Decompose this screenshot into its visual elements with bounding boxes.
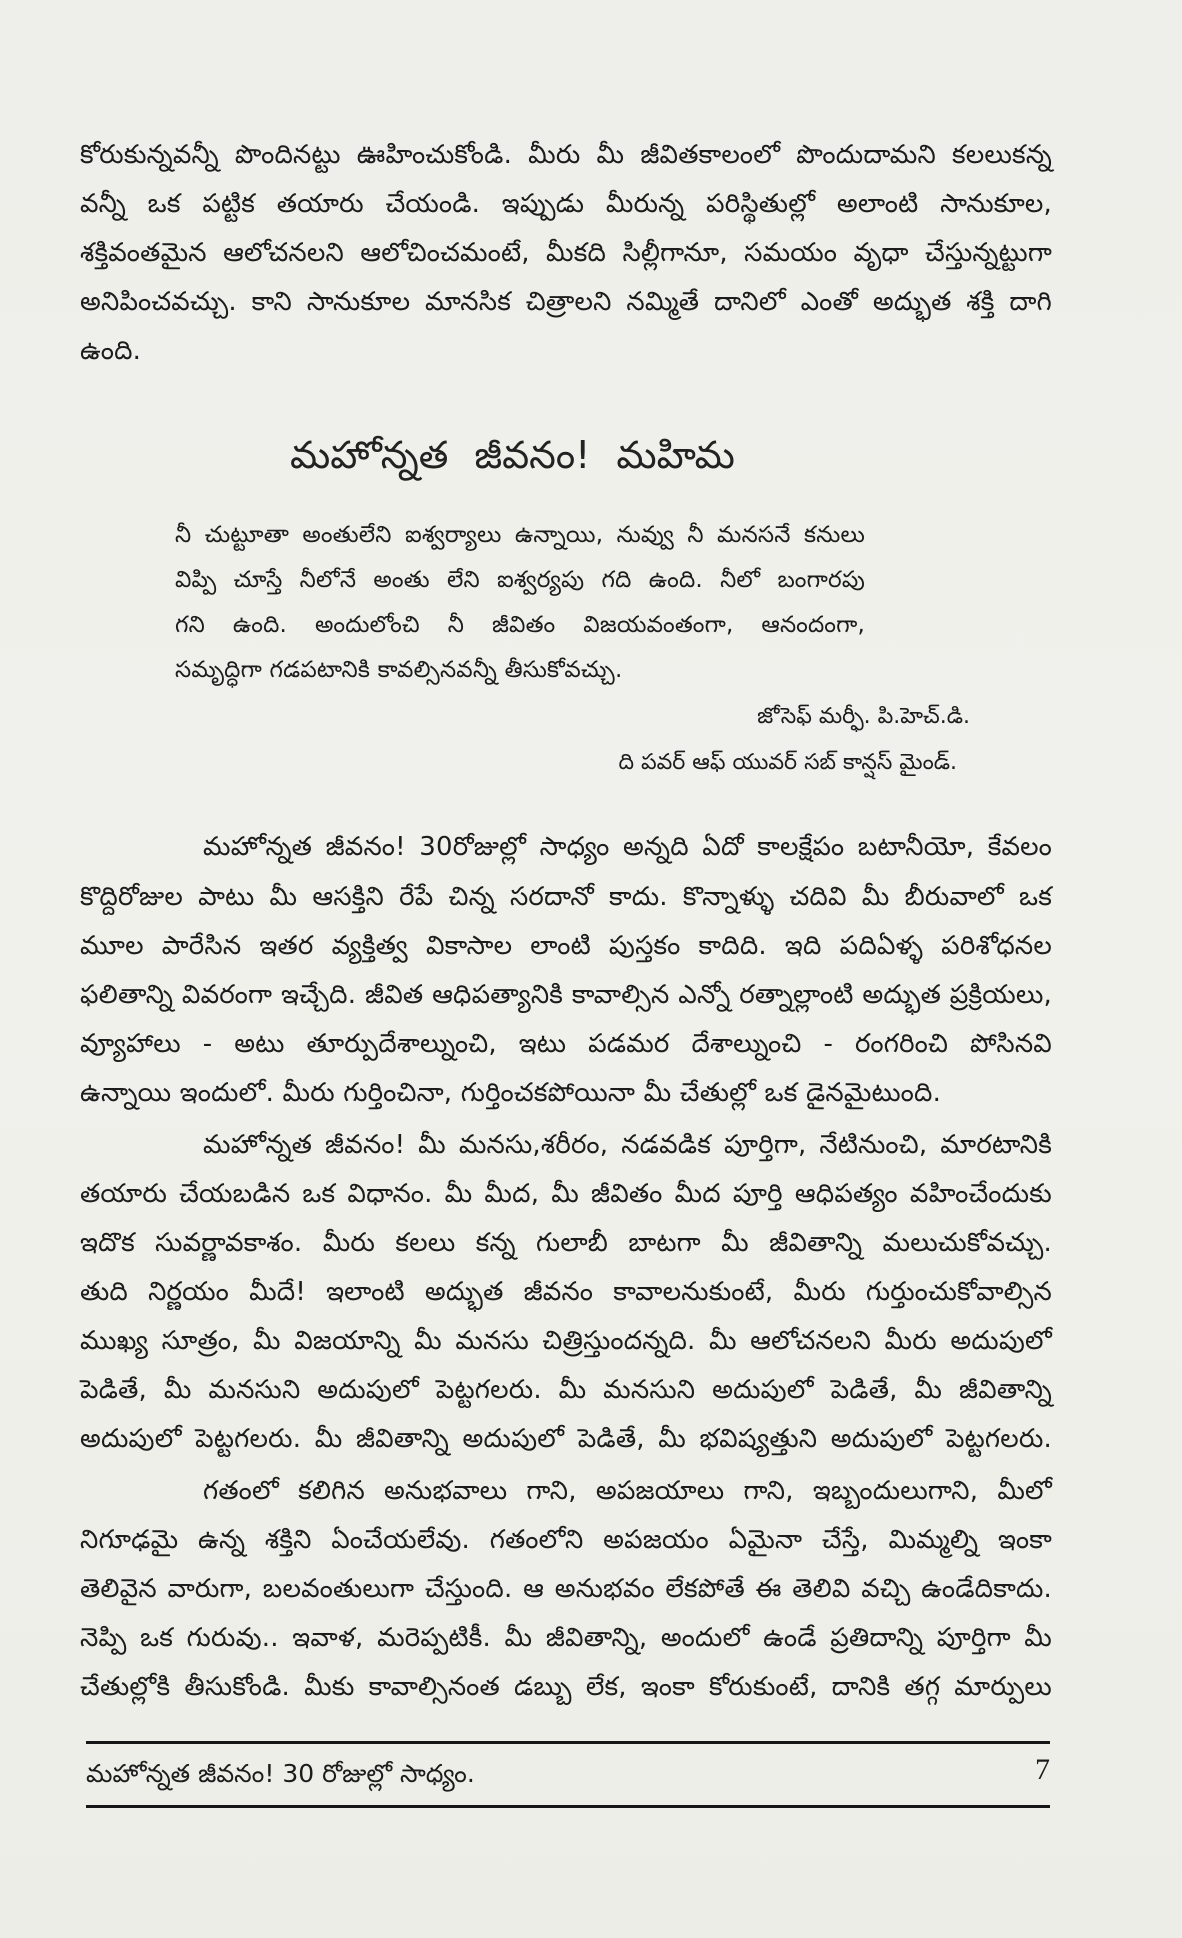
quote-line: సమృద్ధిగా గడపటానికి కావల్సినవన్నీ తీసుకోవచ్చు. xyxy=(175,657,623,683)
text-line: ఉంది. xyxy=(80,336,142,366)
page-number: 7 xyxy=(1035,1753,1050,1786)
text-line: శక్తివంతమైన ఆలోచనలని ఆలోచించమంటే, మీకది సిల్లీగానూ, సమయం వృధా చేస్తున్నట్టుగా xyxy=(80,238,1052,268)
text-line: నిగూఢమై ఉన్న శక్తిని ఏంచేయలేవు. గతంలోని అపజయం ఏమైనా చేస్తే, మిమ్మల్ని ఇంకా xyxy=(80,1525,1052,1555)
text-line: మహోన్నత జీవనం! మీ మనసు,శరీరం, నడవడిక పూర్తిగా, నేటినుంచి, మారటానికి xyxy=(203,1130,1052,1160)
text-line: అదుపులో పెట్టగలరు. మీ జీవితాన్ని అదుపులో పెడితే, మీ భవిష్యత్తుని అదుపులో పెట్టగలరు. xyxy=(80,1424,1052,1454)
text-line: ముఖ్య సూత్రం, మీ విజయాన్ని మీ మనసు చిత్రిస్తుందన్నది. మీ ఆలోచనలని మీరు అదుపులో xyxy=(80,1326,1052,1356)
footer-bottom-rule xyxy=(86,1805,1050,1808)
text-line: తుది నిర్ణయం మీదే! ఇలాంటి అద్భుత జీవనం కావాలనుకుంటే, మీరు గుర్తుంచుకోవాల్సిన xyxy=(80,1277,1052,1307)
quote-source: ది పవర్ ఆఫ్ యువర్ సబ్ కాన్షస్ మైండ్. xyxy=(618,750,957,775)
section-heading: మహోన్నత జీవనం! మహిమ xyxy=(290,433,735,477)
quote-line: విప్పి చూస్తే నీలోనే అంతు లేని ఐశ్వర్యపు గది ఉంది. నీలో బంగారపు xyxy=(175,567,865,593)
quote-line: నీ చుట్టూతా అంతులేని ఐశ్వర్యాలు ఉన్నాయి, నువ్వు నీ మనసనే కనులు xyxy=(175,522,865,548)
footer-book-title: మహోన్నత జీవనం! 30 రోజుల్లో సాధ్యం. xyxy=(86,1759,475,1788)
text-line: నెప్పి ఒక గురువు.. ఇవాళ, మరెప్పటికీ. మీ జీవితాన్ని, అందులో ఉండే ప్రతిదాన్ని పూర్తిగా మీ xyxy=(80,1623,1052,1653)
text-line: ఉన్నాయి ఇందులో. మీరు గుర్తించినా, గుర్తించకపోయినా మీ చేతుల్లో ఒక డైనమైటుంది. xyxy=(80,1078,942,1108)
text-line: వన్నీ ఒక పట్టిక తయారు చేయండి. ఇప్పుడు మీరున్న పరిస్థితుల్లో అలాంటి సానుకూల, xyxy=(80,189,1052,219)
text-line: వ్యూహాలు - అటు తూర్పుదేశాల్నుంచి, ఇటు పడమర దేశాల్నుంచి - రంగరించి పోసినవి xyxy=(80,1029,1052,1059)
text-line: ఫలితాన్ని వివరంగా ఇచ్చేది. జీవిత ఆధిపత్యానికి కావాల్సిన ఎన్నో రత్నాల్లాంటి అద్భుత ప్రక్రియలు, xyxy=(80,980,1052,1010)
text-line: తెలివైన వారుగా, బలవంతులుగా చేస్తుంది. ఆ అనుభవం లేకపోతే ఈ తెలివి వచ్చి ఉండేదికాదు. xyxy=(80,1574,1052,1604)
text-line: కొద్దిరోజుల పాటు మీ ఆసక్తిని రేపే చిన్న సరదానో కాదు. కొన్నాళ్ళు చదివి మీ బీరువాలో ఒక xyxy=(80,882,1052,912)
text-line: ఇదొక సువర్ణావకాశం. మీరు కలలు కన్న గులాబీ బాటగా మీ జీవితాన్ని మలుచుకోవచ్చు. xyxy=(80,1228,1052,1258)
text-line: చేతుల్లోకి తీసుకోండి. మీకు కావాల్సినంత డబ్బు లేక, ఇంకా కోరుకుంటే, దానికి తగ్గ మార్పులు xyxy=(80,1672,1052,1702)
quote-line: గని ఉంది. అందులోంచి నీ జీవితం విజయవంతంగా, ఆనందంగా, xyxy=(175,612,865,638)
text-line: కోరుకున్నవన్నీ పొందినట్టు ఊహించుకోండి. మీరు మీ జీవితకాలంలో పొందుదామని కలలుకన్న xyxy=(80,140,1052,170)
footer-top-rule xyxy=(86,1741,1050,1744)
text-line: అనిపించవచ్చు. కాని సానుకూల మానసిక చిత్రాలని నమ్మితే దానిలో ఎంతో అద్భుత శక్తి దాగి xyxy=(80,287,1052,317)
text-line: గతంలో కలిగిన అనుభవాలు గాని, అపజయాలు గాని, ఇబ్బందులుగాని, మీలో xyxy=(203,1476,1052,1506)
quote-author: జోసెఫ్ మర్ఫీ. పి.హెచ్.డి. xyxy=(757,704,970,729)
text-line: తయారు చేయబడిన ఒక విధానం. మీ మీద, మీ జీవితం మీద పూర్తి ఆధిపత్యం వహించేందుకు xyxy=(80,1179,1052,1209)
text-line: మూల పారేసిన ఇతర వ్యక్తిత్వ వికాసాల లాంటి పుస్తకం కాదిది. ఇది పదిఏళ్ళ పరిశోధనల xyxy=(80,931,1052,961)
text-line: మహోన్నత జీవనం! 30రోజుల్లో సాధ్యం అన్నది ఏదో కాలక్షేపం బటానీయో, కేవలం xyxy=(203,832,1052,862)
text-line: పెడితే, మీ మనసుని అదుపులో పెట్టగలరు. మీ మనసుని అదుపులో పెడితే, మీ జీవితాన్ని xyxy=(80,1375,1052,1405)
